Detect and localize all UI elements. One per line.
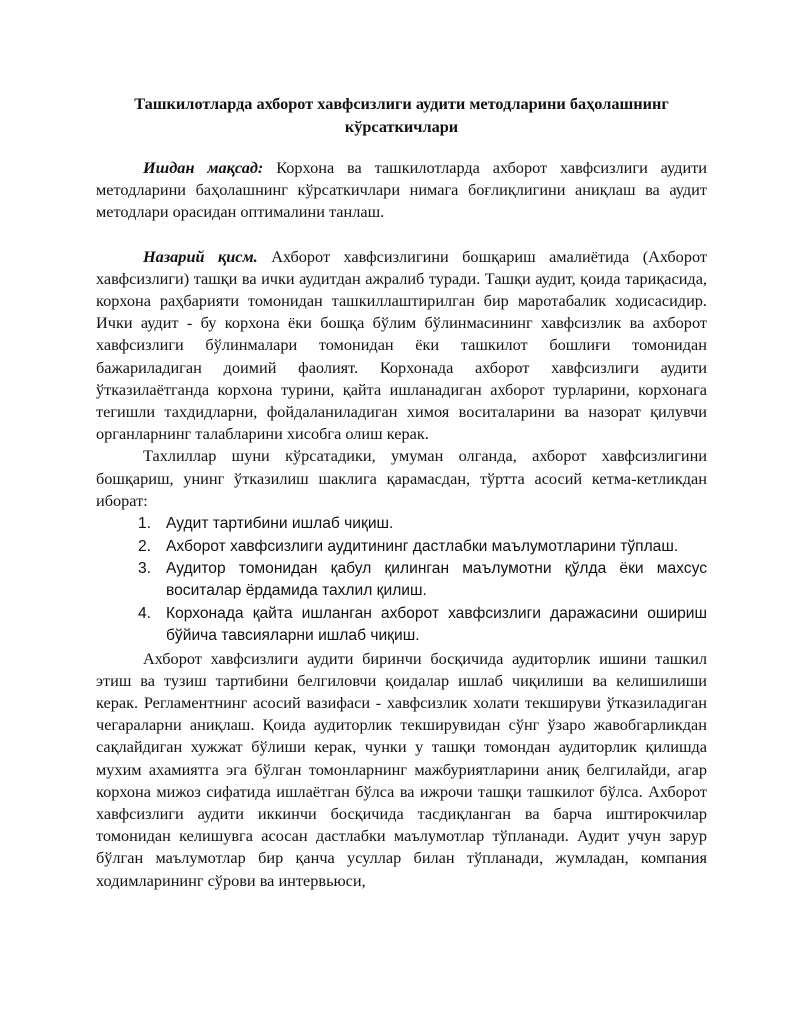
document-title: Ташкилотларда ахборот хавфсизлиги аудити методларини баҳолашнинг кўрсаткичлари [134,94,669,136]
stage-paragraph: Ахборот хавфсизлиги аудити биринчи босқичида аудиторлик ишини ташкил этиш ва тузиш тартибини белгиловчи қоидалар ишлаб чиқилиши ва келишилиши керак. Регламентнинг асосий вазифаси - хавфсизлик холати текшируви ўтказиладиган чегараларни аниқлаш. Қоида аудиторлик текширувидан сўнг ўзаро жавобгарликдан сақлайдиган хужжат бўлиши керак, чунки у ташқи томондан аудиторлик қилишда мухим ахамиятга эга бўлган томонларнинг мажбуриятларини аниқ белгилайди, агар корхона мижоз сифатида ишлаётган бўлса ва ижрочи ташқи ташкилот бўлса. Ахборот хавфсизлиги аудити иккинчи босқичида тасдиқланган ва барча иштирокчилар томонидан келишувга асосан дастлабки маълумотлар тўпланади. Аудит учун зарур бўлган маълумотлар бир қанча усуллар билан тўпланади, жумладан, компания ходимларининг сўрови ва интервьюси, [96,648,707,890]
analysis-intro-paragraph: Тахлиллар шуни кўрсатадики, умуман олганда, ахборот хавфсизлигини бошқариш, унинг ўтказилиш шаклига қарамасдан, тўртта асосий кетма-кетликдан иборат: [96,446,707,510]
list-item-number: 2. [138,537,152,555]
list-item-text: Ахборот хавфсизлиги аудитининг дастлабки маълумотларини тўплаш. [166,537,679,555]
list-item-text: Аудитор томонидан қабул қилинган маълумотни қўлда ёки махсус воситалар ёрдамида тахлил қилиш. [166,560,707,600]
goal-paragraph [96,157,707,224]
list-item-number: 4. [138,604,152,622]
theory-text: Ахборот хавфсизлигини бошқариш амалиётида (Ахборот хавфсизлиги) ташқи ва ички аудитдан ажралиб туради. Ташқи аудит, қоида тариқасида, корхона раҳбарияти томонидан ташкиллаштирилган бир маротабалик ходисасидир. Ички аудит - бу корхона ёки бошқа бўлим бўлинмасининг хавфсизлик ва ахборот хавфсизлиги бўлинмалари томонидан ёки ташкилот бошлиғи томонидан бажариладиган доимий фаолият. Корхонада ахборот хавфсизлиги аудити ўтказилаётганда корхона турини, қайта ишланадиган ахборот турларини, корхонага тегишли тахдидларни, фойдаланиладиган химоя воситаларини ва назорат қилувчи органларнинг талабларини хисобга олиш керак. [96,246,708,444]
list-item-text: Аудит тартибини ишлаб чиқиш. [166,515,394,533]
list-item [96,513,707,535]
list-item [96,536,707,558]
list-item-number: 1. [138,515,152,533]
goal-label: Ишдан мақсад: [143,158,264,177]
list-item-number: 3. [138,560,152,578]
steps-list [96,513,707,647]
document-page [96,93,707,892]
list-item [96,558,707,602]
theory-label: Назарий қисм. [143,246,258,266]
goal-text: Корхона ва ташкилотларда ахборот хавфсизлиги аудити методларини баҳолашнинг кўрсаткичлари нимага боғлиқлигини аниқлаш ва аудит методлари орасидан оптималини танлаш. [96,158,707,222]
list-item-text: Корхонада қайта ишланган ахборот хавфсизлиги даражасини ошириш бўйича тавсияларни ишлаб чиқиш. [166,604,707,644]
theory-paragraph [96,246,707,446]
list-item [96,603,707,647]
